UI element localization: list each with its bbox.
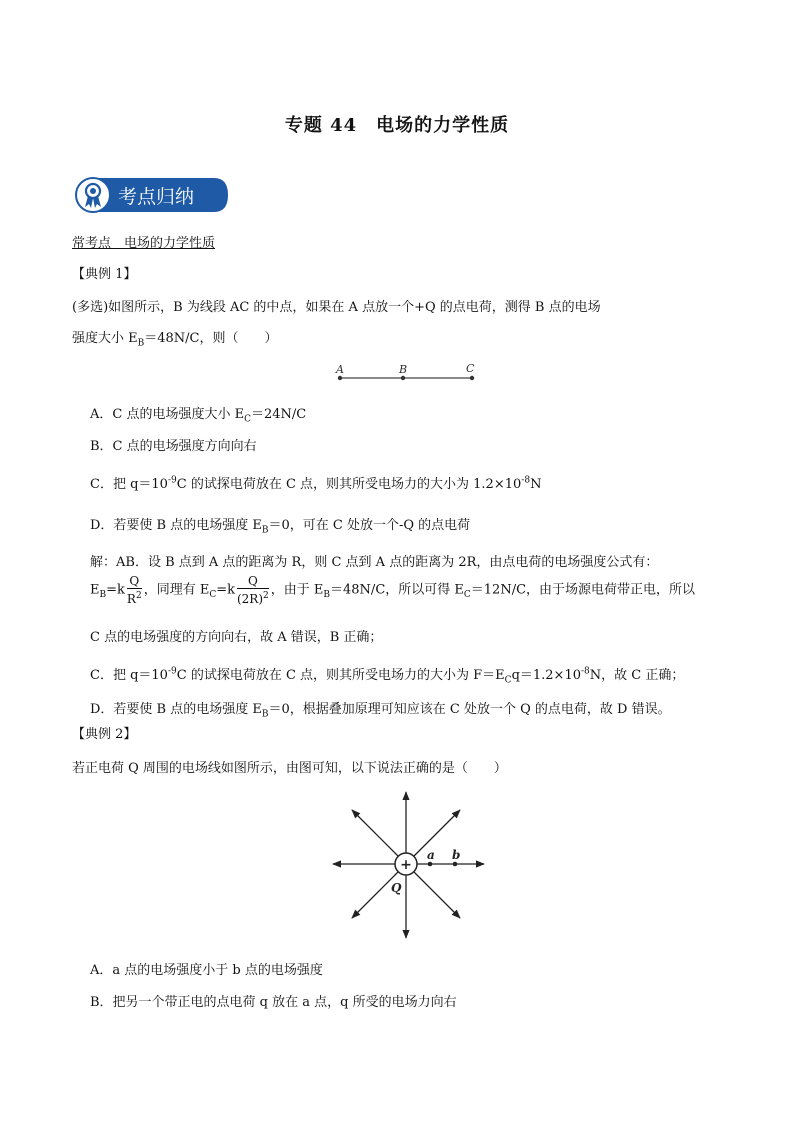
example2-stem: 若正电荷 Q 周围的电场线如图所示，由图可知，以下说法正确的是（ ） [72, 761, 507, 776]
label-b: b [452, 848, 461, 862]
label-a: A [336, 363, 344, 376]
section-banner [74, 176, 230, 214]
point-b-dot [453, 862, 458, 867]
example1-stem-line2: 强度大小 $E_B=48N/C$，则（ ） [72, 331, 278, 349]
point-c [470, 376, 474, 380]
page-title: 专题 44 电场的力学性质 [284, 115, 510, 136]
label-b: B [399, 363, 408, 376]
example2-heading: 【典例 2】 [72, 727, 137, 742]
solution-line3: C 点的电场强度的方向向右，故 A 错误，B 正确； [90, 630, 383, 645]
electric-field-lines-figure [330, 788, 490, 944]
label-q: Q [391, 881, 402, 895]
example2-option-a: A．a 点的电场强度小于 b 点的电场强度 [90, 963, 323, 978]
example2-option-b: B．把另一个带正电的点电荷 q 放在 a 点，q 所受的电场力向右 [90, 995, 457, 1010]
banner-label: 考点归纳 [118, 186, 195, 208]
example1-heading: 【典例 1】 [72, 267, 137, 282]
example1-stem-line1: (多选)如图所示，B 为线段 AC 的中点，如果在 A 点放一个+Q 的点电荷，测得 B 点的电场 [72, 300, 601, 315]
point-a-dot [428, 862, 433, 867]
fraction-q-over-2r2: $\frac{Q}{(2R)^2}$ [236, 574, 269, 606]
label-c: C [466, 362, 475, 375]
fraction-q-over-r2: $\frac{Q}{R^2}$ [126, 574, 142, 606]
example1-option-b: B．C 点的电场强度方向向右 [90, 439, 257, 454]
point-a [338, 376, 342, 380]
solution-line5: D．若要使 B 点的电场强度 $E_B=0$，根据叠加原理可知应该在 C 处放一个 Q 的点电荷，故 D 错误。 [90, 702, 671, 720]
label-a: a [427, 848, 435, 862]
solution-line1: 解：AB．设 B 点到 A 点的距离为 R，则 C 点到 A 点的距离为 2R，由点电荷的电场强度公式有： [90, 555, 659, 570]
segment-abc-figure [330, 360, 480, 386]
example1-option-c: C．把 $q=10^{-9}C$ 的试探电荷放在 C 点，则其所受电场力的大小为 $1.2\times 10^{-8}N$ [90, 475, 542, 492]
example1-option-a: A．C 点的电场强度大小 $E_C=24N/C$ [90, 407, 307, 425]
plus-sign: + [400, 857, 412, 873]
solution-line4: C．把 $q=10^{-9}C$ 的试探电荷放在 C 点，则其所受电场力的大小为 $F=E_Cq=1.2\times 10^{-8}N$，故 C 正确； [90, 666, 685, 686]
example1-option-d: D．若要使 B 点的电场强度 $E_B=0$，可在 C 处放一个-Q 的点电荷 [90, 518, 471, 536]
point-b [401, 376, 405, 380]
solution-line2: $E_B=k$ $\frac{Q}{R^2}$ ，同理有 $E_C=k$ $\frac{Q}{(2R)^2}$ ，由于 $E_B=48N/C$，所以可得 $E_C=12N/C$，由于场源电荷带正电，所以 [90, 574, 696, 606]
section-label: 常考点 电场的力学性质 [72, 236, 216, 251]
